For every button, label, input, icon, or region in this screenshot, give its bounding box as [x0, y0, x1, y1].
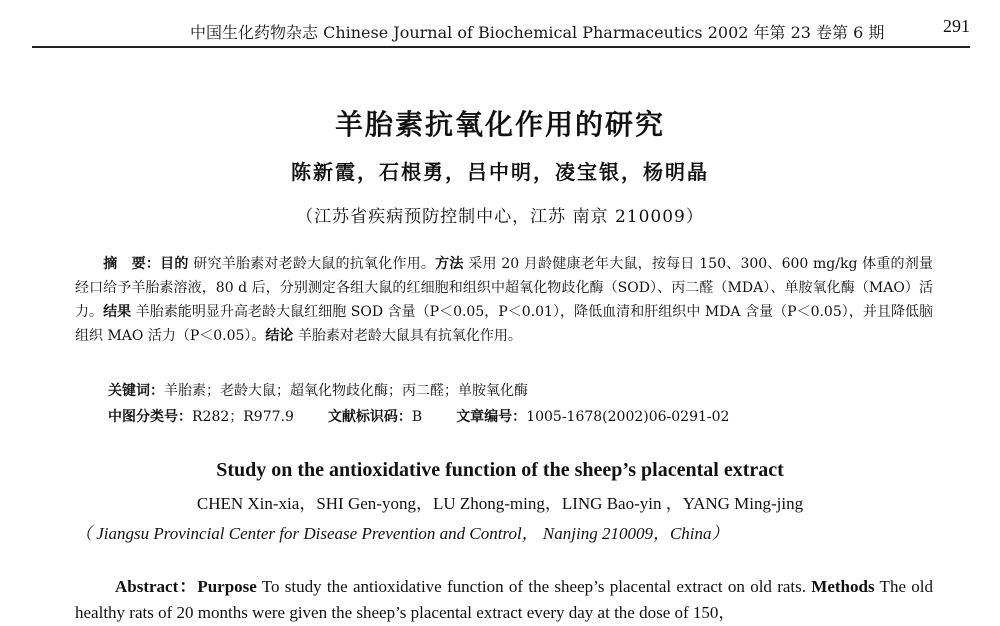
methods-zh-label: 方法: [435, 256, 464, 272]
article-no-item: [456, 409, 729, 425]
running-head: 中国生化药物杂志 Chinese Journal of Biochemical Pharmaceutics 2002 年第 23 卷第 6 期: [190, 23, 885, 42]
affiliation-en: （ Jiangsu Provincial Center for Disease Prevention and Control， Nanjing 210009，China）: [75, 524, 729, 543]
purpose-en-text: To study the antioxidative function of the sheep’s placental extract on old rats.: [256, 577, 806, 596]
conclusion-zh-label: 结论: [265, 328, 294, 344]
methods-en-text: The old healthy rats of 20 months were given the sheep’s placental extract every day at the dose of 150，: [75, 577, 933, 622]
header-rule: [32, 46, 970, 48]
article-no-label: 文章编号：: [456, 409, 527, 425]
methods-zh-text: 采用 20 月龄健康老年大鼠，按每日 150、300、600 mg/kg 体重的剂量经口给予羊胎素溶液，80 d 后，分别测定各组大鼠的红细胞和组织中超氧化物歧化酶（SOD）、丙二醛（MDA）、单胺氧化酶（MAO）活力。: [75, 256, 933, 320]
purpose-zh-label: 目的: [160, 256, 189, 272]
results-zh-text: 羊胎素能明显升高老龄大鼠红细胞 SOD 含量（P＜0.05，P＜0.01），降低血清和肝组织中 MDA 含量（P＜0.05），并且降低脑组织 MAO 活力（P＜0.05）。: [75, 304, 934, 344]
results-zh-label: 结果: [103, 304, 132, 320]
doc-code-item: [328, 409, 422, 425]
clc-label: 中图分类号：: [108, 409, 192, 425]
authors-zh: 陈新霞，石根勇，吕中明，凌宝银，杨明晶: [291, 160, 709, 184]
abstract-en: [75, 574, 933, 626]
purpose-zh-text: 研究羊胎素对老龄大鼠的抗氧化作用。: [188, 256, 436, 272]
purpose-en-label: Purpose: [197, 577, 257, 596]
doc-code-label: 文献标识码：: [327, 409, 412, 425]
page-number: 291: [943, 16, 970, 36]
clc-item: [108, 409, 294, 425]
clc-value: R282；R977.9: [192, 409, 294, 425]
title-en: Study on the antioxidative function of the sheep’s placental extract: [216, 459, 784, 481]
keywords-label: 关键词：: [108, 383, 164, 399]
keywords-text: 羊胎素；老龄大鼠；超氧化物歧化酶；丙二醛；单胺氧化酶: [164, 383, 528, 399]
authors-en: CHEN Xin-xia，SHI Gen-yong，LU Zhong-ming，LING Bao-yin ，YANG Ming-jing: [196, 494, 804, 513]
affiliation-zh: （江苏省疾病预防控制中心，江苏 南京 210009）: [296, 207, 704, 227]
abstract-zh-label: 摘 要：: [103, 256, 161, 272]
abstract-en-label: Abstract：: [115, 577, 198, 596]
abstract-zh: [75, 252, 933, 348]
doc-code-value: B: [411, 409, 423, 425]
conclusion-zh-text: 羊胎素对老龄大鼠具有抗氧化作用。: [293, 328, 522, 344]
classification-line: [108, 406, 763, 426]
title-zh: 羊胎素抗氧化作用的研究: [334, 108, 665, 141]
keywords-zh: [108, 380, 528, 400]
article-no-value: 1005-1678(2002)06-0291-02: [526, 409, 730, 425]
methods-en-label: Methods: [811, 577, 875, 596]
